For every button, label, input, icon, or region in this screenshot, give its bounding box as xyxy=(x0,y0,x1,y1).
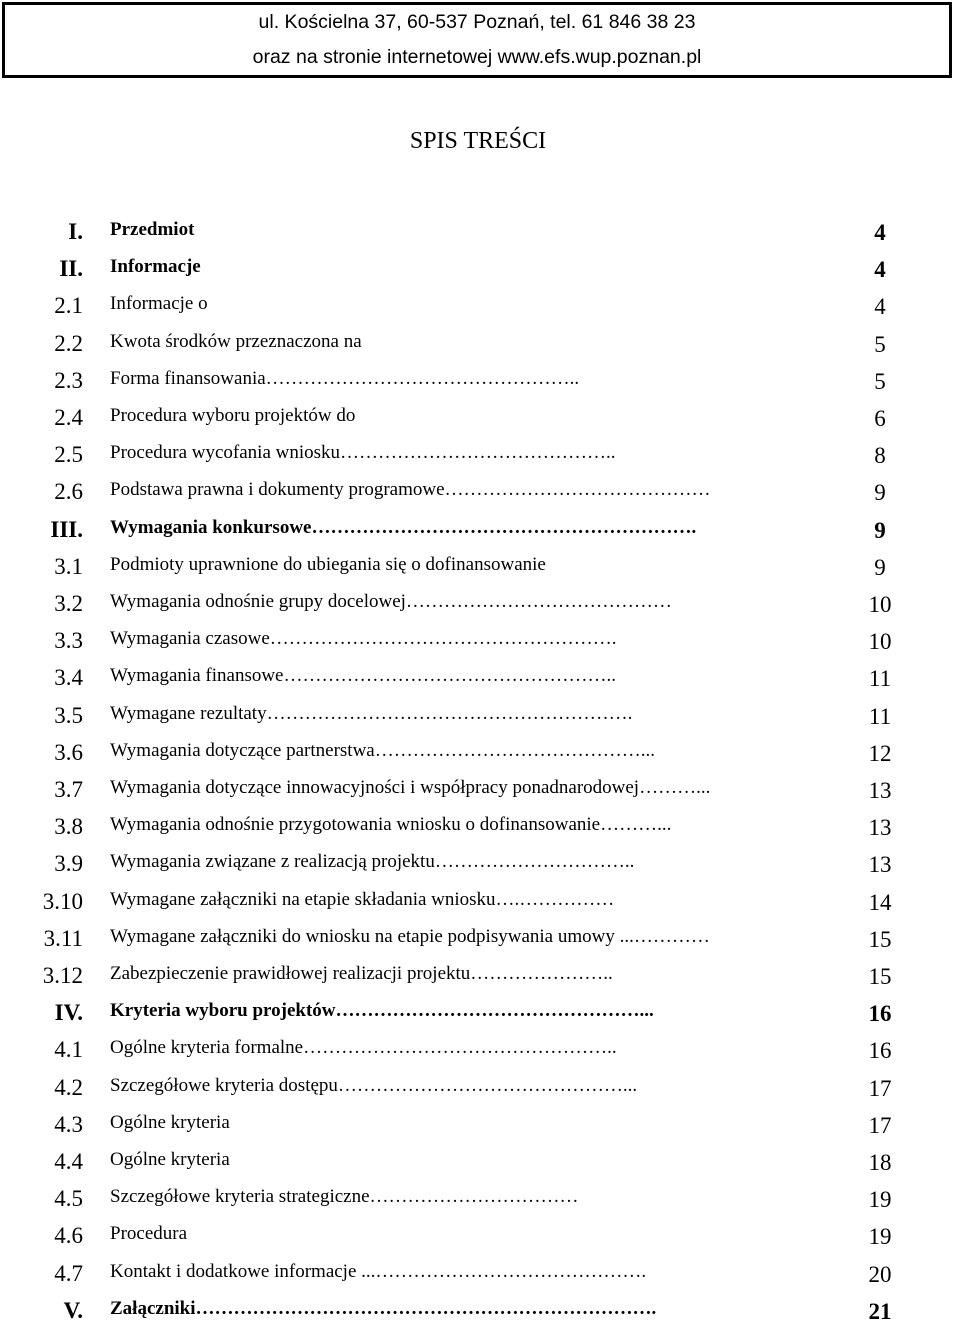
toc-entry-title[interactable]: Forma finansowania………………………………………….. xyxy=(110,367,580,389)
toc-entry-title[interactable]: Wymagania związane z realizacją projektu………………………….. xyxy=(110,851,635,873)
toc-entry-page-number: 9 xyxy=(874,517,886,543)
toc-entry-title[interactable]: Kontakt i dodatkowe informacje ...……………………………………. xyxy=(110,1260,647,1282)
header-website-line: oraz na stronie internetowej www.efs.wup.poznan.pl xyxy=(252,46,702,68)
toc-entry-number: IV. xyxy=(54,1000,83,1026)
toc-entry-number: I. xyxy=(68,219,83,244)
toc-entry-page-number: 14 xyxy=(868,889,892,915)
toc-entry-title[interactable]: Przedmiot xyxy=(110,219,195,240)
toc-entry-page-number: 11 xyxy=(868,666,892,692)
toc-entry-title[interactable]: Wymagane rezultaty…………………………………………………. xyxy=(110,702,633,724)
toc-entry-number: 3.8 xyxy=(54,814,83,840)
toc-entry-number: 3.10 xyxy=(42,888,83,914)
toc-entry-title[interactable]: Informacje o xyxy=(110,293,208,315)
toc-entry-number: 2.5 xyxy=(54,442,83,468)
toc-entry-title[interactable]: Wymagania konkursowe……………………………………………………. xyxy=(110,516,697,538)
toc-entry-title[interactable]: Procedura wycofania wniosku…………………………………….. xyxy=(110,442,616,464)
toc-entry-number: 3.6 xyxy=(54,739,83,765)
toc-entry-title[interactable]: Wymagania dotyczące innowacyjności i współpracy ponadnarodowej………... xyxy=(110,777,711,798)
toc-entry-page-number: 20 xyxy=(868,1261,892,1287)
toc-entry-page-number: 15 xyxy=(868,964,892,989)
toc-entry-title[interactable]: Załączniki………………………………………………………………. xyxy=(110,1297,657,1319)
toc-entry-title[interactable]: Procedura wyboru projektów do xyxy=(110,405,356,426)
toc-entry-page-number: 18 xyxy=(868,1150,892,1175)
toc-entry-number: 3.11 xyxy=(43,925,83,951)
toc-entry[interactable] xyxy=(0,435,960,472)
toc-entry-page-number: 5 xyxy=(874,331,886,357)
toc-entry[interactable] xyxy=(0,1216,960,1253)
toc-entry-page-number: 17 xyxy=(868,1112,892,1138)
toc-entry[interactable] xyxy=(0,1030,960,1067)
toc-entry-page-number: 19 xyxy=(868,1187,892,1213)
toc-entry[interactable] xyxy=(0,1105,960,1142)
toc-entry[interactable] xyxy=(0,361,960,398)
toc-entry-number: 3.1 xyxy=(54,553,83,579)
toc-entry[interactable] xyxy=(0,472,960,509)
toc-entry-page-number: 5 xyxy=(874,368,886,394)
toc-entry-number: 2.4 xyxy=(54,405,83,430)
toc-entry[interactable] xyxy=(0,1142,960,1179)
toc-entry[interactable] xyxy=(0,324,960,361)
toc-entry-number: 2.2 xyxy=(54,330,83,356)
toc-entry-number: 4.2 xyxy=(54,1074,83,1100)
toc-entry-title[interactable]: Ogólne kryteria formalne………………………………………….. xyxy=(110,1037,617,1059)
toc-entry-number: II. xyxy=(59,256,83,282)
toc-entry-page-number: 15 xyxy=(868,926,892,952)
toc-entry-number: 4.4 xyxy=(54,1149,83,1174)
toc-entry[interactable] xyxy=(0,510,960,547)
toc-entry-title[interactable]: Wymagania odnośnie grupy docelowej…………………………………… xyxy=(110,591,672,612)
toc-entry-title[interactable]: Wymagane załączniki na etapie składania wniosku….…………… xyxy=(110,888,615,910)
toc-entry-title[interactable]: Wymagane załączniki do wniosku na etapie podpisywania umowy ...………… xyxy=(110,925,710,947)
toc-entry[interactable] xyxy=(0,1179,960,1216)
toc-entry-page-number: 10 xyxy=(868,592,892,617)
toc-entry-page-number: 6 xyxy=(874,406,886,431)
toc-entry[interactable] xyxy=(0,1291,960,1328)
toc-entry-page-number: 11 xyxy=(868,703,892,729)
toc-entry[interactable] xyxy=(0,807,960,844)
toc-entry[interactable] xyxy=(0,398,960,435)
toc-entry-number: 4.5 xyxy=(54,1186,83,1212)
toc-entry-page-number: 13 xyxy=(868,815,892,841)
toc-entry[interactable] xyxy=(0,658,960,695)
header-address-line: ul. Kościelna 37, 60-537 Poznań, tel. 61 846 38 23 xyxy=(258,11,696,33)
toc-entry-number: 3.3 xyxy=(54,628,83,654)
toc-entry[interactable] xyxy=(0,993,960,1030)
toc-entry-page-number: 10 xyxy=(868,629,892,655)
toc-entry[interactable] xyxy=(0,770,960,807)
toc-entry-page-number: 4 xyxy=(874,220,886,245)
toc-entry[interactable] xyxy=(0,733,960,770)
toc-entry-number: 3.5 xyxy=(54,702,83,728)
toc-entry-title[interactable]: Informacje xyxy=(110,256,201,278)
toc-entry-page-number: 4 xyxy=(874,294,886,320)
toc-entry-title[interactable]: Ogólne kryteria xyxy=(110,1111,230,1133)
toc-entry-page-number: 13 xyxy=(868,852,892,878)
toc-entry-page-number: 16 xyxy=(868,1038,892,1064)
toc-entry-number: 4.7 xyxy=(54,1260,83,1286)
toc-entry-number: 4.3 xyxy=(54,1111,83,1137)
toc-entry-number: 2.3 xyxy=(54,367,83,393)
toc-entry-title[interactable]: Procedura xyxy=(110,1223,188,1245)
toc-entry-title[interactable]: Szczegółowe kryteria dostępu………………………………………... xyxy=(110,1074,638,1096)
toc-entry[interactable] xyxy=(0,1068,960,1105)
toc-entry-number: III. xyxy=(50,516,83,542)
toc-entry[interactable] xyxy=(0,882,960,919)
toc-entry-number: 3.7 xyxy=(54,777,83,802)
toc-entry-number: 2.1 xyxy=(54,293,83,319)
toc-entry[interactable] xyxy=(0,844,960,881)
toc-entry-page-number: 16 xyxy=(868,1001,892,1027)
toc-entry-page-number: 9 xyxy=(874,480,886,506)
toc-entry-title[interactable]: Kryteria wyboru projektów…………………………………………... xyxy=(110,1000,654,1022)
toc-entry-page-number: 9 xyxy=(874,554,886,580)
toc-entry-number: 3.4 xyxy=(54,665,83,691)
toc-entry-page-number: 19 xyxy=(868,1224,892,1250)
toc-entry-number: 4.1 xyxy=(54,1037,83,1063)
toc-entry-title[interactable]: Ogólne kryteria xyxy=(110,1149,230,1170)
toc-entry-title[interactable]: Wymagania odnośnie przygotowania wniosku o dofinansowanie………... xyxy=(110,814,672,836)
toc-entry-title[interactable]: Kwota środków przeznaczona na xyxy=(110,330,362,352)
toc-entry-title[interactable]: Wymagania czasowe………………………………………………. xyxy=(110,628,617,650)
toc-entry-number: 4.6 xyxy=(54,1223,83,1249)
toc-title: SPIS TREŚCI xyxy=(409,128,547,154)
toc-entry-page-number: 12 xyxy=(868,740,892,766)
toc-entry-number: 3.2 xyxy=(54,591,83,616)
toc-entry-number: V. xyxy=(63,1297,83,1323)
toc-entry[interactable] xyxy=(0,212,960,249)
toc-entry-title[interactable]: Podstawa prawna i dokumenty programowe…………………………………… xyxy=(110,479,711,501)
toc-entry-number: 3.12 xyxy=(42,963,83,988)
toc-entry[interactable] xyxy=(0,249,960,286)
toc-entry-title[interactable]: Wymagania dotyczące partnerstwa……………………………………... xyxy=(110,739,655,761)
toc-entry-title[interactable]: Zabezpieczenie prawidłowej realizacji projektu………………….. xyxy=(110,963,613,984)
toc-entry-page-number: 8 xyxy=(874,443,886,469)
toc-entry[interactable] xyxy=(0,584,960,621)
header-box xyxy=(2,2,952,78)
toc-entry-title[interactable]: Podmioty uprawnione do ubiegania się o dofinansowanie xyxy=(110,553,546,575)
toc-entry[interactable] xyxy=(0,919,960,956)
toc-entry-number: 3.9 xyxy=(54,851,83,877)
toc-entry[interactable] xyxy=(0,1254,960,1291)
toc-entry[interactable] xyxy=(0,696,960,733)
toc-entry-number: 2.6 xyxy=(54,479,83,505)
toc-entry[interactable] xyxy=(0,956,960,993)
toc-entry-page-number: 21 xyxy=(868,1298,892,1324)
toc-entry[interactable] xyxy=(0,547,960,584)
toc-entry[interactable] xyxy=(0,621,960,658)
toc-entry-title[interactable]: Wymagania finansowe…………………………………………….. xyxy=(110,665,616,687)
toc-entry-page-number: 4 xyxy=(874,257,886,283)
toc-entry-page-number: 13 xyxy=(868,778,892,803)
toc-entry-page-number: 17 xyxy=(868,1075,892,1101)
toc-entry-title[interactable]: Szczegółowe kryteria strategiczne…………………………… xyxy=(110,1186,579,1208)
toc-entry[interactable] xyxy=(0,286,960,323)
